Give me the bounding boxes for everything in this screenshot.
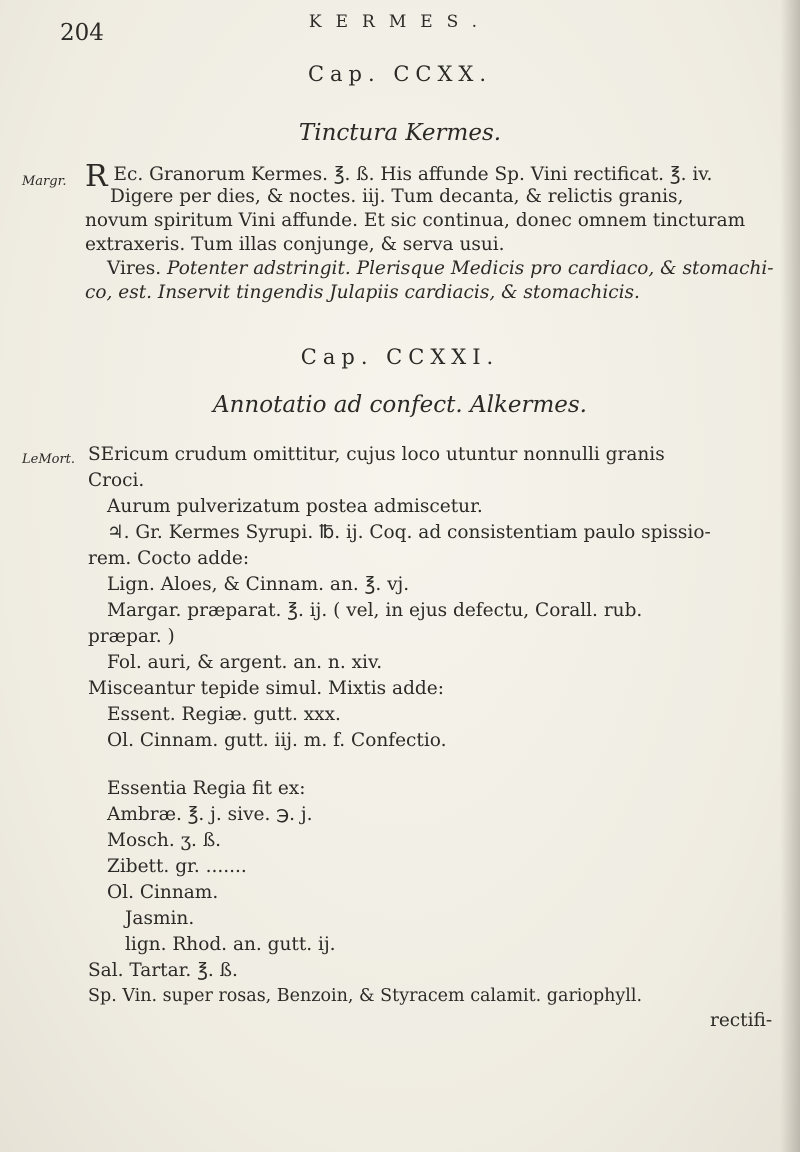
body-221-line-3: Aurum pulverizatum postea admiscetur. — [107, 496, 483, 517]
chapter-220-title: Cap. CCXX. — [307, 62, 493, 86]
body-221-line-18: Jasmin. — [125, 908, 195, 929]
body-221-line-5: rem. Cocto adde: — [88, 548, 250, 569]
body-221-line-14: Ambræ. ℥. j. sive. ℈. j. — [107, 804, 313, 825]
body-221-line-9: Fol. auri, & argent. an. n. xiv. — [107, 652, 383, 673]
body-221-line-15: Mosch. ʒ. ß. — [107, 830, 222, 851]
body-221-line-4: ♃. Gr. Kermes Syrupi. ℔. ij. Coq. ad consistentiam paulo spissio- — [107, 522, 711, 543]
body-221-line-2: Croci. — [88, 470, 145, 491]
body-221-line-11: Essent. Regiæ. gutt. xxx. — [107, 704, 341, 725]
body-221-line-19: lign. Rhod. an. gutt. ij. — [125, 934, 336, 955]
page-number: 204 — [60, 20, 104, 46]
margin-note-lemort: LeMort. — [22, 452, 76, 467]
body-220-line-5: Vires. Potenter adstringit. Plerisque Medicis pro cardiaco, & stomachi- — [107, 258, 774, 279]
body-221-line-17: Ol. Cinnam. — [107, 882, 219, 903]
body-221-line-13: Essentia Regia fit ex: — [107, 778, 306, 799]
page-edge-shadow — [780, 0, 800, 1152]
body-221-line-16: Zibett. gr. ....... — [107, 856, 247, 877]
body-220-line-2: Digere per dies, & noctes. iij. Tum decanta, & relictis granis, — [110, 186, 684, 207]
body-221-line-12: Ol. Cinnam. gutt. iij. m. f. Confectio. — [107, 730, 447, 751]
chapter-221-subtitle: Annotatio ad confect. Alkermes. — [213, 392, 587, 418]
body-221-line-21: Sp. Vin. super rosas, Benzoin, & Styracem calamit. gariophyll. — [88, 986, 643, 1006]
chapter-221-title: Cap. CCXXI. — [300, 345, 500, 369]
body-221-line-22-catchword: rectifi- — [710, 1010, 773, 1031]
body-220-line-4: extraxeris. Tum illas conjunge, & serva usui. — [85, 234, 505, 255]
body-221-line-1: SEricum crudum omittitur, cujus loco utuntur nonnulli granis — [88, 444, 665, 465]
body-221-line-20: Sal. Tartar. ℥. ß. — [88, 960, 238, 981]
body-221-line-10: Misceantur tepide simul. Mixtis adde: — [88, 678, 444, 699]
body-221-line-6: Lign. Aloes, & Cinnam. an. ℥. vj. — [107, 574, 410, 595]
body-221-line-8: præpar. ) — [88, 626, 175, 647]
body-220-line-1: R Ec. Granorum Kermes. ℥. ß. His affunde Sp. Vini rectificat. ℥. iv. — [85, 159, 713, 194]
body-220-line-6: co, est. Inservit tingendis Julapiis cardiacis, & stomachicis. — [85, 282, 640, 303]
chapter-220-subtitle: Tinctura Kermes. — [298, 120, 502, 146]
running-head: KERMES. — [308, 12, 492, 32]
body-221-line-7: Margar. præparat. ℥. ij. ( vel, in ejus defectu, Corall. rub. — [107, 600, 643, 621]
margin-note-margr: Margr. — [22, 174, 67, 189]
body-220-line-3: novum spiritum Vini affunde. Et sic continua, donec omnem tincturam — [85, 210, 746, 231]
